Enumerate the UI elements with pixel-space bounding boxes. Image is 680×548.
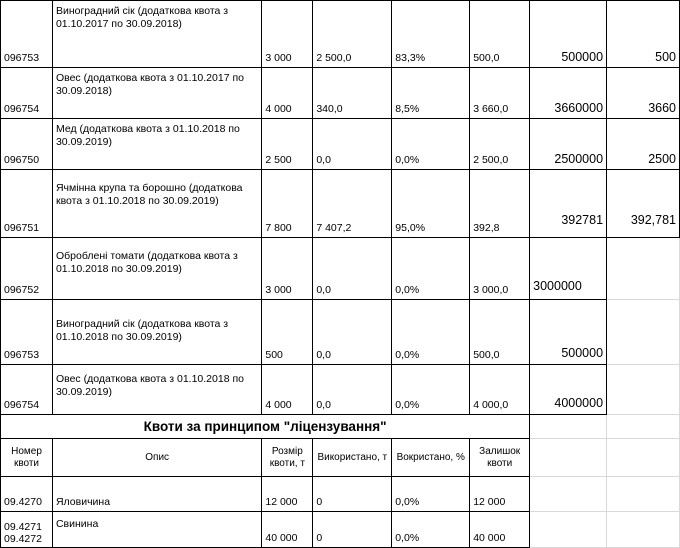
quota-code: 096753 bbox=[1, 1, 53, 68]
extra-value-2: 500 bbox=[607, 1, 680, 68]
quota-size: 2 500 bbox=[262, 119, 313, 170]
empty-cell bbox=[530, 477, 607, 512]
table-row bbox=[1, 512, 680, 548]
quota-used: 7 407,2 bbox=[313, 170, 392, 238]
quota-size: 12 000 bbox=[262, 477, 313, 512]
empty-cell bbox=[607, 300, 680, 365]
empty-cell bbox=[607, 512, 680, 548]
quota-percent: 8,5% bbox=[392, 68, 470, 119]
header-used: Використано, т bbox=[313, 439, 392, 477]
quota-size: 500 bbox=[262, 300, 313, 365]
quota-remaining: 40 000 bbox=[470, 512, 530, 548]
quota-code: 096752 bbox=[1, 238, 53, 300]
table-row bbox=[1, 238, 680, 300]
quota-code: 096754 bbox=[1, 365, 53, 415]
extra-value-1: 3000000 bbox=[530, 238, 607, 300]
quota-remaining: 2 500,0 bbox=[470, 119, 530, 170]
quota-remaining: 392,8 bbox=[470, 170, 530, 238]
table-row bbox=[1, 477, 680, 512]
extra-value-1: 392781 bbox=[530, 170, 607, 238]
quota-used: 0,0 bbox=[313, 300, 392, 365]
quota-used: 340,0 bbox=[313, 68, 392, 119]
quota-percent: 95,0% bbox=[392, 170, 470, 238]
quota-description: Овес (додаткова квота з 01.10.2017 по 30.09.2018) bbox=[52, 68, 261, 119]
extra-value-2: 2500 bbox=[607, 119, 680, 170]
quota-used: 0 bbox=[313, 477, 392, 512]
extra-value-1: 500000 bbox=[530, 300, 607, 365]
section-title: Квоти за принципом "ліцензування" bbox=[1, 415, 530, 439]
extra-value-2: 3660 bbox=[607, 68, 680, 119]
quota-description: Виноградний сік (додаткова квота з 01.10.2018 по 30.09.2019) bbox=[52, 300, 261, 365]
quota-percent: 0,0% bbox=[392, 300, 470, 365]
section-title-row bbox=[1, 415, 680, 439]
header-percent: Вокристано, % bbox=[392, 439, 470, 477]
quota-description: Яловичина bbox=[52, 477, 261, 512]
table-header-row bbox=[1, 439, 680, 477]
quota-used: 0 bbox=[313, 512, 392, 548]
quota-size: 4 000 bbox=[262, 365, 313, 415]
quota-description: Мед (додаткова квота з 01.10.2018 по 30.09.2019) bbox=[52, 119, 261, 170]
extra-value-1: 4000000 bbox=[530, 365, 607, 415]
empty-cell bbox=[530, 512, 607, 548]
table-row bbox=[1, 170, 680, 238]
quota-code: 09.4270 bbox=[1, 477, 53, 512]
empty-cell bbox=[607, 365, 680, 415]
quota-description: Свинина bbox=[52, 512, 261, 548]
table-row bbox=[1, 68, 680, 119]
quota-size: 4 000 bbox=[262, 68, 313, 119]
quota-description: Ячмінна крупа та борошно (додаткова квота з 01.10.2018 по 30.09.2019) bbox=[52, 170, 261, 238]
table-row bbox=[1, 365, 680, 415]
quota-size: 3 000 bbox=[262, 1, 313, 68]
quota-remaining: 3 660,0 bbox=[470, 68, 530, 119]
quota-percent: 0,0% bbox=[392, 119, 470, 170]
quota-size: 3 000 bbox=[262, 238, 313, 300]
quota-remaining: 3 000,0 bbox=[470, 238, 530, 300]
quota-percent: 0,0% bbox=[392, 365, 470, 415]
empty-cell bbox=[607, 477, 680, 512]
quota-percent: 0,0% bbox=[392, 477, 470, 512]
quota-percent: 0,0% bbox=[392, 512, 470, 548]
quota-code: 096751 bbox=[1, 170, 53, 238]
extra-value-2: 392,781 bbox=[607, 170, 680, 238]
quota-used: 0,0 bbox=[313, 365, 392, 415]
extra-value-1: 3660000 bbox=[530, 68, 607, 119]
quota-code bbox=[1, 512, 53, 548]
quota-used: 2 500,0 bbox=[313, 1, 392, 68]
quota-size: 7 800 bbox=[262, 170, 313, 238]
extra-value-1: 2500000 bbox=[530, 119, 607, 170]
quota-code: 096754 bbox=[1, 68, 53, 119]
table-row bbox=[1, 119, 680, 170]
table-row bbox=[1, 1, 680, 68]
quota-percent: 0,0% bbox=[392, 238, 470, 300]
quota-code-line: 09.4271 bbox=[4, 521, 42, 533]
quota-description: Оброблені томати (додаткова квота з 01.10.2018 по 30.09.2019) bbox=[52, 238, 261, 300]
quota-remaining: 12 000 bbox=[470, 477, 530, 512]
quota-size: 40 000 bbox=[262, 512, 313, 548]
quota-code: 096750 bbox=[1, 119, 53, 170]
quota-used: 0,0 bbox=[313, 119, 392, 170]
quota-used: 0,0 bbox=[313, 238, 392, 300]
empty-cell bbox=[530, 415, 607, 439]
empty-cell bbox=[607, 238, 680, 300]
header-size: Розмір квоти, т bbox=[262, 439, 313, 477]
empty-cell bbox=[607, 439, 680, 477]
table-row bbox=[1, 300, 680, 365]
empty-cell bbox=[607, 415, 680, 439]
extra-value-1: 500000 bbox=[530, 1, 607, 68]
quota-percent: 83,3% bbox=[392, 1, 470, 68]
quota-description: Виноградний сік (додаткова квота з 01.10.2017 по 30.09.2018) bbox=[52, 1, 261, 68]
quota-code-line: 09.4272 bbox=[4, 533, 42, 545]
header-description: Опис bbox=[52, 439, 261, 477]
quota-remaining: 4 000,0 bbox=[470, 365, 530, 415]
empty-cell bbox=[530, 439, 607, 477]
header-code: Номер квоти bbox=[1, 439, 53, 477]
quota-remaining: 500,0 bbox=[470, 300, 530, 365]
quota-remaining: 500,0 bbox=[470, 1, 530, 68]
quota-description: Овес (додаткова квота з 01.10.2018 по 30.09.2019) bbox=[52, 365, 261, 415]
quota-code: 096753 bbox=[1, 300, 53, 365]
header-remaining: Залишок квоти bbox=[470, 439, 530, 477]
